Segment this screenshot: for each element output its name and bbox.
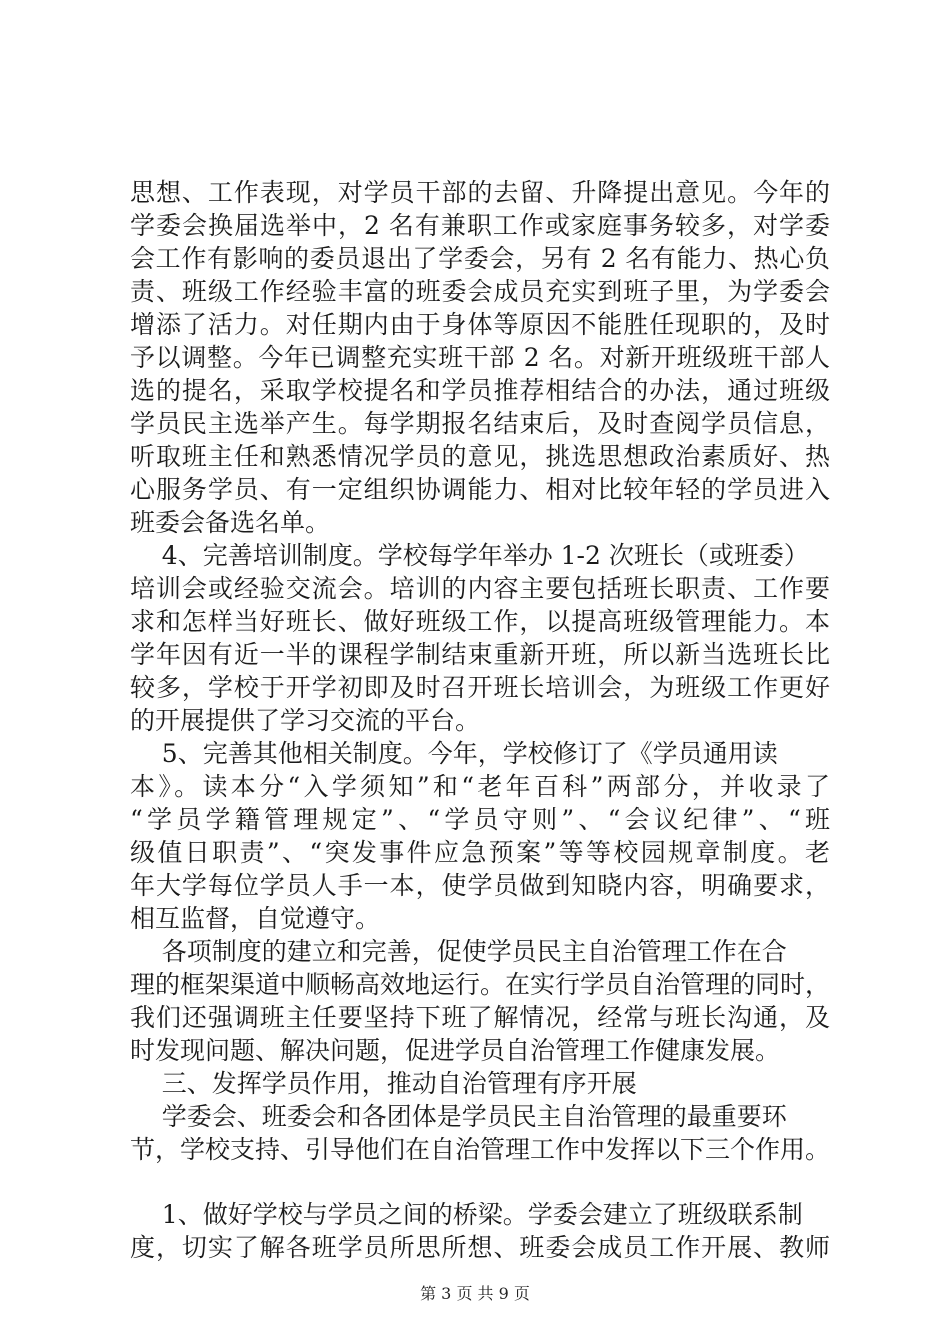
text-line: 求和怎样当好班长、做好班级工作，以提高班级管理能力。本	[130, 607, 830, 636]
text-line: 责、班级工作经验丰富的班委会成员充实到班子里，为学委会	[130, 277, 830, 306]
text-line: 会工作有影响的委员退出了学委会，另有 2 名有能力、热心负	[130, 244, 830, 273]
text-line: 较多，学校于开学初即及时召开班长培训会，为班级工作更好	[130, 673, 830, 702]
text-line: 度，切实了解各班学员所思所想、班委会成员工作开展、教师	[130, 1233, 830, 1262]
text-line: 予以调整。今年已调整充实班干部 2 名。对新开班级班干部人	[130, 343, 830, 372]
text-line: 5、完善其他相关制度。今年，学校修订了《学员通用读	[130, 739, 778, 768]
text-line: 学委会换届选举中，2 名有兼职工作或家庭事务较多，对学委	[130, 211, 830, 240]
text-line: 学年因有近一半的课程学制结束重新开班，所以新当选班长比	[130, 640, 830, 669]
text-line: 各项制度的建立和完善，促使学员民主自治管理工作在合	[130, 937, 787, 966]
text-line: 理的框架渠道中顺畅高效地运行。在实行学员自治管理的同时，	[130, 970, 831, 999]
text-line: 学委会、班委会和各团体是学员民主自治管理的最重要环	[130, 1102, 787, 1131]
text-line: 思想、工作表现，对学员干部的去留、升降提出意见。今年的	[130, 178, 830, 207]
text-line: 学员民主选举产生。每学期报名结束后，及时查阅学员信息，	[130, 409, 830, 438]
text-line: 的开展提供了学习交流的平台。	[130, 706, 481, 735]
text-line: 班委会备选名单。	[130, 508, 331, 537]
text-line: 年大学每位学员人手一本，使学员做到知晓内容，明确要求，	[130, 871, 830, 900]
text-line: 4、完善培训制度。学校每学年举办 1-2 次班长（或班委）	[130, 541, 809, 570]
text-line: 心服务学员、有一定组织协调能力、相对比较年轻的学员进入	[130, 475, 830, 504]
text-line: 级值日职责”、“突发事件应急预案”等等校园规章制度。老	[130, 838, 830, 867]
section-heading: 三、发挥学员作用，推动自治管理有序开展	[130, 1069, 637, 1098]
text-line: 增添了活力。对任期内由于身体等原因不能胜任现职的，及时	[130, 310, 830, 339]
page-footer: 第 3 页 共 9 页	[420, 1284, 530, 1303]
text-line: 节，学校支持、引导他们在自治管理工作中发挥以下三个作用。	[130, 1135, 831, 1164]
text-line: 相互监督，自觉遵守。	[130, 904, 381, 933]
text-line: 听取班主任和熟悉情况学员的意见，挑选思想政治素质好、热	[130, 442, 830, 471]
text-line: 培训会或经验交流会。培训的内容主要包括班长职责、工作要	[130, 574, 830, 603]
text-line: 选的提名，采取学校提名和学员推荐相结合的办法，通过班级	[130, 376, 830, 405]
text-line: 我们还强调班主任要坚持下班了解情况，经常与班长沟通，及	[130, 1003, 830, 1032]
text-line: “学员学籍管理规定”、“学员守则”、“会议纪律”、“班	[130, 805, 830, 834]
text-line: 1、做好学校与学员之间的桥梁。学委会建立了班级联系制	[130, 1200, 803, 1229]
text-line: 本》。读本分“入学须知”和“老年百科”两部分，并收录了	[130, 772, 830, 801]
text-line: 时发现问题、解决问题，促进学员自治管理工作健康发展。	[130, 1036, 781, 1065]
